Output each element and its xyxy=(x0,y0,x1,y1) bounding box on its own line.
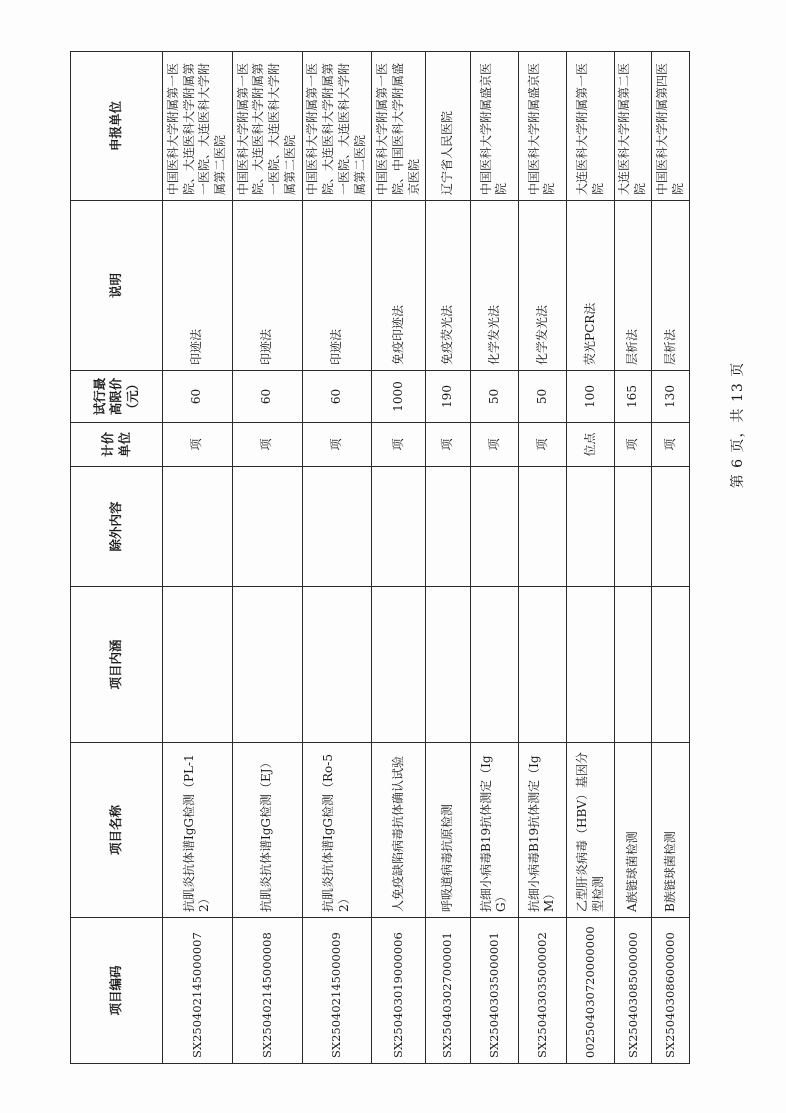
table-cell: B族链球菌检测 xyxy=(652,743,690,918)
table-cell: SX250402145000007 xyxy=(163,918,233,1064)
table-cell: 人免疫缺陷病毒抗体确认试验 xyxy=(372,743,426,918)
table-row xyxy=(615,52,652,1064)
table-cell: 中国医科大学附属第四医院 xyxy=(652,52,690,201)
table-cell: 项 xyxy=(302,423,372,467)
table-cell: SX250403086000000 xyxy=(652,918,690,1064)
column-header: 申报单位 xyxy=(71,52,163,201)
table-cell: 项 xyxy=(652,423,690,467)
column-header: 除外内容 xyxy=(71,467,163,587)
table-row xyxy=(426,52,471,1064)
table-cell: 大连医科大学附属第二医院 xyxy=(615,52,652,201)
table-cell xyxy=(372,467,426,587)
table-cell: 中国医科大学附属第一医院、大连医科大学附属第一医院、大连医科大学附属第二医院 xyxy=(302,52,372,201)
table-cell: 50 xyxy=(470,371,518,423)
table-cell: 190 xyxy=(426,371,471,423)
table-cell: 中国医科大学附属第一医院、大连医科大学附属第一医院、大连医科大学附属第二医院 xyxy=(163,52,233,201)
table-cell: 1000 xyxy=(372,371,426,423)
table-cell: 中国医科大学附属第一医院、中国医科大学附属盛京医院 xyxy=(372,52,426,201)
table-cell: 130 xyxy=(652,371,690,423)
table-cell: 项 xyxy=(518,423,566,467)
table-cell xyxy=(652,467,690,587)
table-cell: 60 xyxy=(232,371,302,423)
table-cell: 100 xyxy=(567,371,615,423)
table-cell xyxy=(615,587,652,743)
table-row xyxy=(470,52,518,1064)
table-cell xyxy=(163,587,233,743)
table-cell: 层析法 xyxy=(615,201,652,371)
table-cell xyxy=(567,467,615,587)
table-cell: SX250403019000006 xyxy=(372,918,426,1064)
table-cell: 大连医科大学附属第一医院 xyxy=(567,52,615,201)
table-cell xyxy=(652,587,690,743)
header-row xyxy=(71,52,163,1064)
table-cell: 荧光PCR法 xyxy=(567,201,615,371)
table-cell: 项 xyxy=(615,423,652,467)
table-row xyxy=(518,52,566,1064)
table-cell: 165 xyxy=(615,371,652,423)
table-cell: 项 xyxy=(232,423,302,467)
table-cell xyxy=(470,587,518,743)
column-header: 项目编码 xyxy=(71,918,163,1064)
table-cell: 抗细小病毒B19抗体测定（IgM） xyxy=(518,743,566,918)
table-cell: 印迹法 xyxy=(163,201,233,371)
table-cell: SX250403035000001 xyxy=(470,918,518,1064)
table-cell: 60 xyxy=(163,371,233,423)
table-cell: 项 xyxy=(372,423,426,467)
table-cell: SX250403035000002 xyxy=(518,918,566,1064)
table-cell: A族链球菌检测 xyxy=(615,743,652,918)
table-cell: 位点 xyxy=(567,423,615,467)
table-cell xyxy=(518,587,566,743)
table-row xyxy=(232,52,302,1064)
table-cell xyxy=(615,467,652,587)
table-cell xyxy=(163,467,233,587)
table-row xyxy=(163,52,233,1064)
table-cell: 中国医科大学附属盛京医院 xyxy=(470,52,518,201)
column-header: 说明 xyxy=(71,201,163,371)
table-cell: 中国医科大学附属第一医院、大连医科大学附属第一医院、大连医科大学附属第二医院 xyxy=(232,52,302,201)
column-header: 项目内涵 xyxy=(71,587,163,743)
page-footer: 第 6 页，共 13 页 xyxy=(730,361,746,489)
table-cell: 印迹法 xyxy=(232,201,302,371)
table-cell: 乙型肝炎病毒（HBV）基因分型检测 xyxy=(567,743,615,918)
table-body xyxy=(163,52,690,1064)
table-cell xyxy=(232,587,302,743)
table-cell xyxy=(232,467,302,587)
table-cell: 抗细小病毒B19抗体测定（IgG） xyxy=(470,743,518,918)
table-cell: 免疫印迹法 xyxy=(372,201,426,371)
table-cell: SX250403027000001 xyxy=(426,918,471,1064)
table-cell: 化学发光法 xyxy=(518,201,566,371)
table-cell: 化学发光法 xyxy=(470,201,518,371)
table-cell: SX250402145000008 xyxy=(232,918,302,1064)
table-row xyxy=(652,52,690,1064)
table-cell xyxy=(302,587,372,743)
table-cell: 项 xyxy=(470,423,518,467)
table-cell: SX250403085000000 xyxy=(615,918,652,1064)
table-cell xyxy=(518,467,566,587)
table-cell: 项 xyxy=(163,423,233,467)
table-cell xyxy=(567,587,615,743)
table-cell: 抗肌炎抗体谱IgG检测（Ro-52） xyxy=(302,743,372,918)
table-cell: 50 xyxy=(518,371,566,423)
table-cell: 002504030720000000 xyxy=(567,918,615,1064)
table-cell: 印迹法 xyxy=(302,201,372,371)
table-cell xyxy=(302,467,372,587)
column-header: 计价单位 xyxy=(71,423,163,467)
table-cell: 免疫荧光法 xyxy=(426,201,471,371)
table-cell: 中国医科大学附属盛京医院 xyxy=(518,52,566,201)
table-cell: SX250402145000009 xyxy=(302,918,372,1064)
table-cell: 项 xyxy=(426,423,471,467)
table-cell: 抗肌炎抗体谱IgG检测（PL-12） xyxy=(163,743,233,918)
table-cell xyxy=(426,587,471,743)
table-cell: 60 xyxy=(302,371,372,423)
table-cell: 呼吸道病毒抗原检测 xyxy=(426,743,471,918)
table-cell xyxy=(372,587,426,743)
table-cell xyxy=(426,467,471,587)
table-row xyxy=(372,52,426,1064)
table-cell: 抗肌炎抗体谱IgG检测（EJ） xyxy=(232,743,302,918)
table-cell xyxy=(470,467,518,587)
rotated-table-region xyxy=(70,52,690,1064)
table-cell: 层析法 xyxy=(652,201,690,371)
price-table xyxy=(70,51,690,1064)
column-header: 项目名称 xyxy=(71,743,163,918)
table-row xyxy=(567,52,615,1064)
table-row xyxy=(302,52,372,1064)
table-cell: 辽宁省人民医院 xyxy=(426,52,471,201)
column-header: 试行最高限价（元） xyxy=(71,371,163,423)
